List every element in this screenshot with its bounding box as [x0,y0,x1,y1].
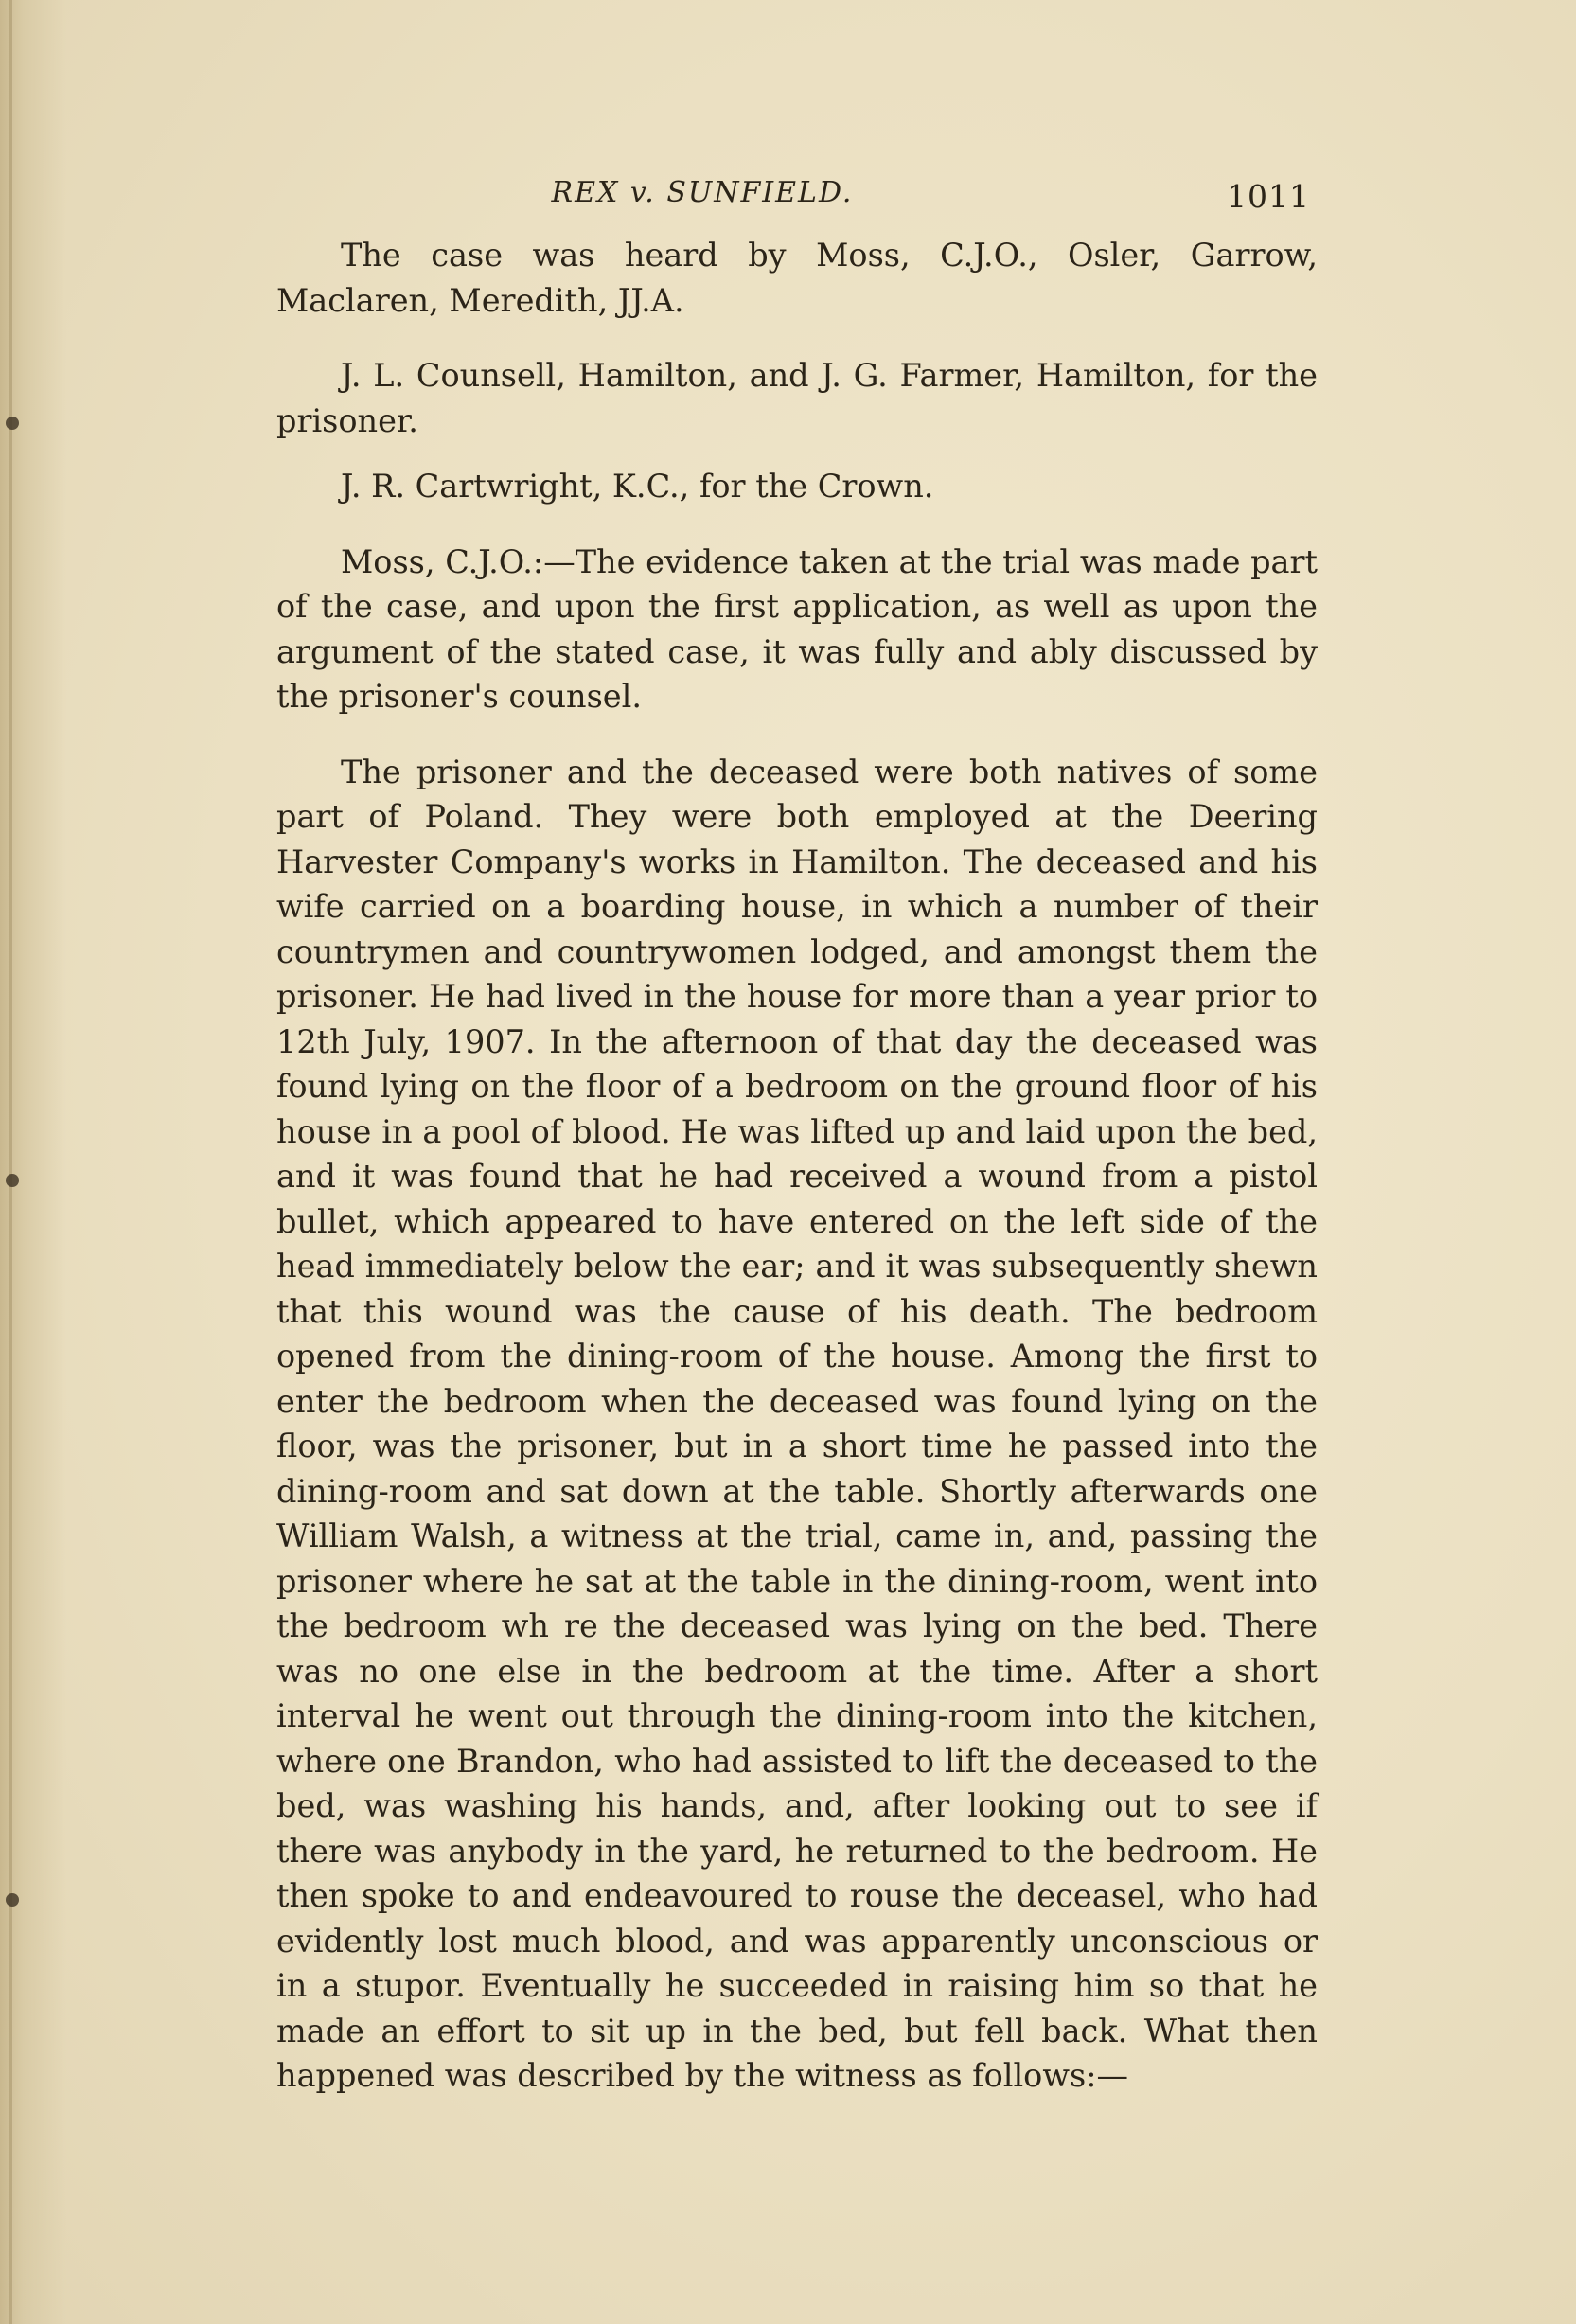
paragraph-facts: The prisoner and the deceased were both natives of some part of Poland. They were both employed at the Deering Harvester Company's works in Hamilton. The deceased and his wife carried on a boarding house, in which a number of their countrymen and countrywomen lodged, and amongst them the prisoner. He had lived in the house for more than a year prior to 12th July, 1907. In the afternoon of that day the deceased was found lying on the floor of a bedroom on the ground floor of his house in a pool of blood. He was lifted up and laid upon the bed, and it was found that he had received a wound from a pistol bullet, which appeared to have entered on the left side of the head immediately below the ear; and it was subsequently shewn that this wound was the cause of his death. The bedroom opened from the dining-room of the house. Among the first to enter the bedroom when the deceased was found lying on the floor, was the prisoner, but in a short time he passed into the dining-room and sat down at the table. Shortly afterwards one William Walsh, a witness at the trial, came in, and, passing the prisoner where he sat at the table in the dining-room, went into the bedroom wh re the deceased was lying on the bed. There was no one else in the bedroom at the time. After a short interval he went out through the dining-room into the kitchen, where one Brandon, who had assisted to lift the deceased to the bed, was washing his hands, and, after looking out to see if there was anybody in the yard, he returned to the bedroom. He then spoke to and endeavoured to rouse the deceasel, who had evidently lost much blood, and was apparently unconscious or in a stupor. Eventually he succeeded in raising him so that he made an effort to sit up in the bed, but fell back. What then happened was described by the witness as follows:— [276,753,1318,2094]
margin-ink-mark [6,1174,19,1187]
binding-edge-line [9,0,12,2324]
running-head: REX v. SUNFIELD. [551,176,854,209]
margin-ink-mark [6,1893,19,1907]
paragraph-counsel-prisoner: J. L. Counsell, Hamilton, and J. G. Farmer, Hamilton, for the prisoner. [276,357,1318,439]
paragraph-bench: The case was heard by Moss, C.J.O., Osler, Garrow, Maclaren, Meredith, JJ.A. [276,237,1318,319]
page-number: 1011 [1227,178,1310,215]
paragraph-counsel-crown: J. R. Cartwright, K.C., for the Crown. [341,468,934,505]
page-header [276,176,1318,233]
margin-ink-mark [6,417,19,430]
paragraph-judgment-intro: Moss, C.J.O.:—The evidence taken at the trial was made part of the case, and upon the first application, as well as upon the argument of the stated case, it was fully and ably discussed by the prisoner's counsel. [276,542,1318,715]
page-text-block [276,176,1318,2099]
